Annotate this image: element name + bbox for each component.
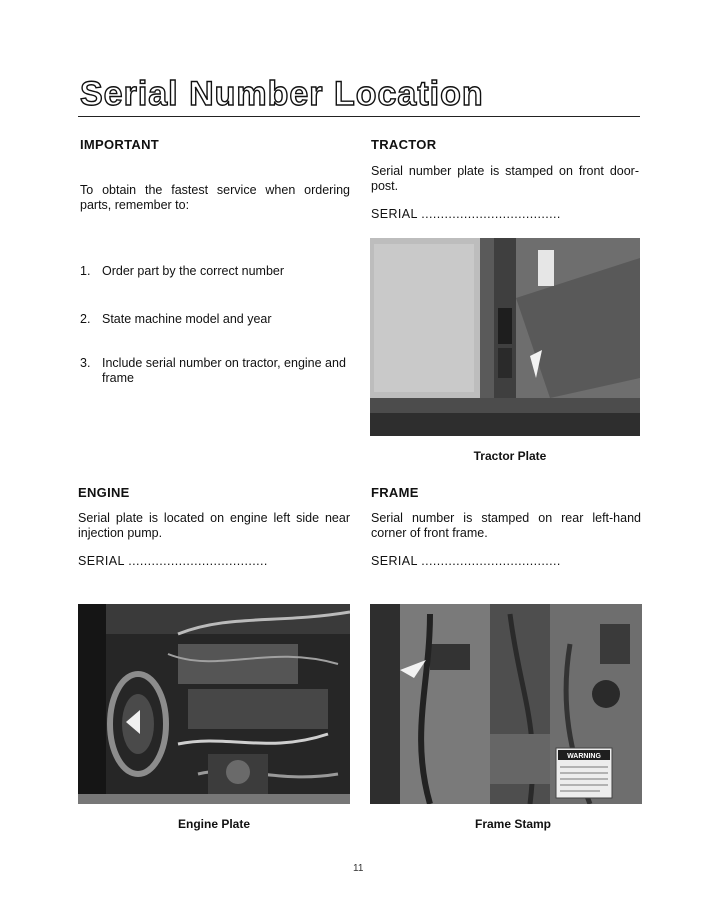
title-divider [78, 116, 640, 117]
frame-heading: FRAME [371, 485, 419, 500]
list-item-text: Order part by the correct number [102, 264, 285, 278]
list-item-text: State machine model and year [102, 312, 272, 326]
engine-plate-photo [78, 604, 350, 804]
frame-text: Serial number is stamped on rear left-hand corner of front frame. [371, 511, 641, 540]
frame-stamp-caption: Frame Stamp [474, 817, 552, 831]
list-item-text: Include serial number on tractor, engine and frame [102, 356, 346, 385]
list-item-number: 1. [80, 264, 91, 278]
list-item-number: 3. [80, 356, 91, 370]
engine-text: Serial plate is located on engine left side near injection pump. [78, 511, 350, 540]
frame-serial-line: SERIAL .................................... [371, 554, 561, 568]
engine-plate-caption: Engine Plate [177, 817, 251, 831]
list-item [80, 312, 360, 327]
list-item-number: 2. [80, 312, 91, 326]
warning-label-text: WARNING [567, 753, 601, 760]
engine-serial-line: SERIAL .................................... [78, 554, 268, 568]
tractor-heading: TRACTOR [371, 137, 437, 152]
page-number: 11 [353, 863, 364, 874]
frame-stamp-photo [370, 604, 642, 804]
page-title: Serial Number Location [80, 75, 484, 113]
engine-heading: ENGINE [78, 485, 130, 500]
tractor-plate-caption: Tractor Plate [473, 449, 547, 463]
important-heading: IMPORTANT [80, 137, 160, 152]
list-item [80, 264, 360, 279]
tractor-serial-line: SERIAL .................................... [371, 207, 561, 221]
tractor-text: Serial number plate is stamped on front door-post. [371, 164, 639, 193]
list-item [80, 356, 360, 386]
tractor-plate-photo [370, 238, 640, 436]
important-intro: To obtain the fastest service when ordering parts, remember to: [80, 183, 350, 212]
